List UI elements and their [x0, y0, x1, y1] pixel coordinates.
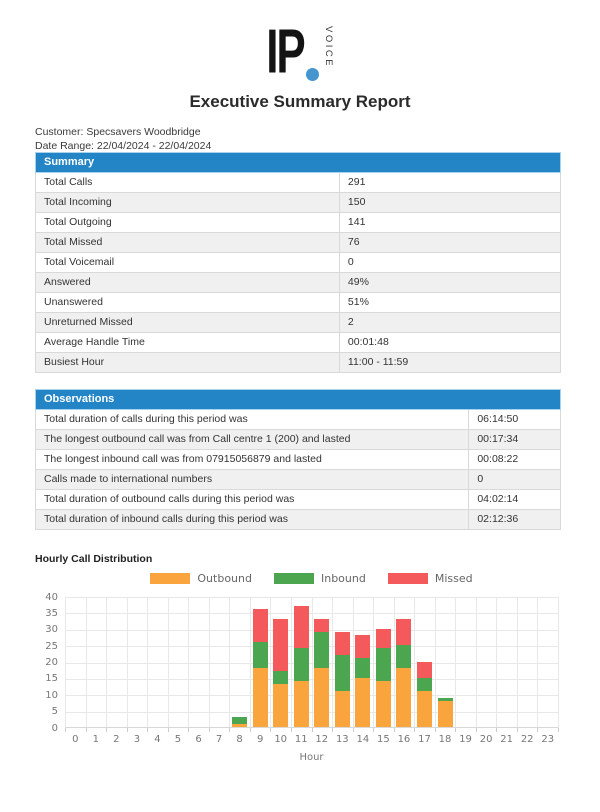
- gridline-vertical: [250, 597, 251, 728]
- bar-11-outbound: [294, 681, 309, 727]
- chart-title: Hourly Call Distribution: [35, 553, 153, 565]
- x-axis-label: 3: [133, 734, 141, 745]
- row-label: Total Incoming: [36, 193, 340, 212]
- gridline-vertical: [312, 597, 313, 728]
- table-row: [35, 273, 561, 293]
- gridline-vertical: [558, 597, 559, 728]
- table-row: [35, 313, 561, 333]
- row-label: Average Handle Time: [36, 333, 340, 352]
- legend-label: Missed: [434, 572, 473, 585]
- row-value: 04:02:14: [477, 493, 519, 505]
- x-axis-label: 23: [541, 734, 555, 745]
- gridline-vertical: [496, 597, 497, 728]
- x-axis-tick: [147, 728, 148, 732]
- date-range-line: Date Range: 22/04/2024 - 22/04/2024: [35, 139, 212, 152]
- row-label: Busiest Hour: [36, 353, 340, 372]
- x-axis-label: 6: [195, 734, 202, 745]
- table-row: [35, 430, 561, 450]
- x-axis-label: 11: [294, 734, 308, 745]
- bar-12-inbound: [314, 632, 329, 668]
- summary-table-body: [35, 173, 561, 373]
- gridline-vertical: [65, 597, 66, 728]
- y-axis-label: 15: [45, 673, 58, 685]
- gridline-vertical: [291, 597, 292, 728]
- row-value: 00:08:22: [477, 453, 519, 465]
- bar-14-outbound: [355, 678, 370, 727]
- row-label: Total Voicemail: [36, 253, 340, 272]
- gridline-vertical: [270, 597, 271, 728]
- chart-legend: [65, 572, 558, 585]
- row-value: 51%: [347, 296, 369, 308]
- bar-18-inbound: [438, 698, 453, 701]
- row-label: The longest inbound call was from 07915056879 and lasted: [36, 450, 469, 469]
- table-row: [35, 353, 561, 373]
- bar-17-inbound: [417, 678, 432, 691]
- legend-swatch-missed: [388, 573, 428, 584]
- bar-16-missed: [396, 619, 411, 645]
- bar-13-missed: [335, 632, 350, 655]
- x-axis-label: 15: [377, 734, 390, 745]
- x-axis-label: 5: [174, 734, 182, 745]
- bar-15-inbound: [376, 648, 391, 681]
- x-axis-tick: [332, 728, 333, 732]
- table-row: [35, 193, 561, 213]
- row-label: Total Outgoing: [36, 213, 340, 232]
- logo-text: IP: [266, 17, 304, 87]
- bar-8-inbound: [232, 717, 247, 724]
- x-axis-label: 7: [215, 734, 223, 745]
- x-axis-label: 0: [72, 734, 79, 745]
- x-axis-tick: [229, 728, 230, 732]
- observations-table-header: Observations: [35, 389, 561, 410]
- row-label: Total Missed: [36, 233, 340, 252]
- bar-9-missed: [253, 609, 268, 642]
- row-value: 291: [347, 176, 366, 188]
- table-row: [35, 510, 561, 530]
- customer-line: Customer: Specsavers Woodbridge: [35, 126, 201, 138]
- bar-15-missed: [376, 629, 391, 649]
- table-row: [35, 410, 561, 430]
- gridline-vertical: [476, 597, 477, 728]
- bar-10-inbound: [273, 671, 288, 684]
- row-label: Answered: [36, 273, 340, 292]
- logo: [0, 17, 600, 87]
- row-value: 2: [347, 316, 354, 328]
- observations-table: [35, 389, 561, 530]
- x-axis-label: 13: [335, 734, 349, 745]
- row-value: 06:14:50: [477, 413, 519, 425]
- gridline-vertical: [106, 597, 107, 728]
- legend-item-outbound: [150, 572, 252, 585]
- gridline-vertical: [394, 597, 395, 728]
- gridline-vertical: [353, 597, 354, 728]
- x-axis-tick: [394, 728, 395, 732]
- gridline-vertical: [147, 597, 148, 728]
- x-axis-tick: [435, 728, 436, 732]
- bar-15-outbound: [376, 681, 391, 727]
- legend-label: Inbound: [320, 572, 366, 585]
- bar-14-inbound: [355, 658, 370, 678]
- x-axis-tick: [537, 728, 538, 732]
- y-axis-label: 40: [45, 591, 58, 603]
- bar-14-missed: [355, 635, 370, 658]
- gridline-vertical: [435, 597, 436, 728]
- bar-17-outbound: [417, 691, 432, 727]
- table-row: [35, 450, 561, 470]
- y-axis-label: 35: [45, 607, 58, 619]
- bar-10-outbound: [273, 684, 288, 727]
- row-label: Unanswered: [36, 293, 340, 312]
- table-row: [35, 293, 561, 313]
- x-axis-label: 8: [236, 734, 243, 745]
- row-label: Total duration of calls during this period was: [36, 410, 469, 429]
- gridline-vertical: [537, 597, 538, 728]
- bar-9-inbound: [253, 642, 268, 668]
- x-axis-tick: [188, 728, 189, 732]
- bar-8-outbound: [232, 724, 247, 727]
- row-label: Calls made to international numbers: [36, 470, 469, 489]
- table-row: [35, 233, 561, 253]
- bar-12-outbound: [314, 668, 329, 727]
- row-value: 02:12:36: [477, 513, 519, 525]
- bar-13-inbound: [335, 655, 350, 691]
- x-axis-tick: [86, 728, 87, 732]
- x-axis-tick: [168, 728, 169, 732]
- gridline-vertical: [414, 597, 415, 728]
- gridline-vertical: [373, 597, 374, 728]
- bar-11-inbound: [294, 648, 309, 681]
- hourly-call-distribution-chart: [0, 591, 600, 769]
- summary-table: [35, 152, 561, 373]
- gridline-vertical: [188, 597, 189, 728]
- logo-dot-icon: [306, 68, 319, 81]
- x-axis-tick: [476, 728, 477, 732]
- report-meta: [35, 126, 211, 153]
- x-axis-label: 4: [154, 734, 161, 745]
- bar-16-outbound: [396, 668, 411, 727]
- table-row: [35, 333, 561, 353]
- x-axis-tick: [270, 728, 271, 732]
- y-axis-label: 20: [45, 657, 58, 668]
- legend-item-missed: [388, 572, 473, 585]
- gridline-vertical: [229, 597, 230, 728]
- y-axis-label: 30: [45, 624, 58, 636]
- x-axis-tick: [312, 728, 313, 732]
- x-axis-label: 19: [459, 734, 472, 745]
- logo-vertical-text: VOICE: [322, 26, 334, 69]
- row-value: 76: [347, 236, 360, 248]
- y-axis-label: 5: [51, 706, 58, 718]
- x-axis-tick: [517, 728, 518, 732]
- x-axis-tick: [373, 728, 374, 732]
- page-title: Executive Summary Report: [189, 92, 411, 111]
- gridline-vertical: [127, 597, 128, 728]
- bar-9-outbound: [253, 668, 268, 727]
- gridline-vertical: [332, 597, 333, 728]
- bar-10-missed: [273, 619, 288, 671]
- x-axis-label: 1: [92, 734, 99, 745]
- chart-plot-area: [65, 597, 558, 728]
- x-axis-label: 9: [256, 734, 264, 745]
- y-axis-label: 10: [45, 689, 58, 701]
- row-label: Total duration of outbound calls during this period was: [36, 490, 469, 509]
- row-label: Total Calls: [36, 173, 340, 192]
- table-row: [35, 253, 561, 273]
- bar-11-missed: [294, 606, 309, 649]
- x-axis-tick: [65, 728, 66, 732]
- legend-label: Outbound: [197, 572, 252, 585]
- row-value: 0: [347, 256, 354, 268]
- bar-17-missed: [417, 662, 432, 678]
- table-row: [35, 490, 561, 510]
- x-axis-label: 21: [500, 734, 513, 745]
- x-axis-tick: [558, 728, 559, 732]
- row-value: 141: [347, 216, 366, 228]
- gridline-vertical: [517, 597, 518, 728]
- bar-12-missed: [314, 619, 329, 632]
- x-axis-tick: [353, 728, 354, 732]
- gridline-vertical: [209, 597, 210, 728]
- row-value: 11:00 - 11:59: [347, 356, 409, 368]
- x-axis-tick: [106, 728, 107, 732]
- legend-swatch-outbound: [150, 573, 190, 584]
- y-axis-label: 0: [51, 722, 58, 734]
- row-value: 150: [347, 196, 366, 208]
- x-axis-label: 16: [397, 734, 411, 745]
- table-row: [35, 470, 561, 490]
- x-axis-label: 12: [315, 734, 329, 745]
- legend-swatch-inbound: [274, 573, 314, 584]
- table-row: [35, 213, 561, 233]
- bar-16-inbound: [396, 645, 411, 668]
- row-value: 49%: [347, 276, 369, 288]
- row-label: The longest outbound call was from Call centre 1 (200) and lasted: [36, 430, 469, 449]
- row-value: 0: [477, 473, 484, 485]
- x-axis-label: 22: [520, 734, 534, 745]
- x-axis-tick: [414, 728, 415, 732]
- x-axis-tick: [127, 728, 128, 732]
- x-axis-title: Hour: [299, 752, 324, 763]
- row-label: Total duration of inbound calls during this period was: [36, 510, 469, 529]
- x-axis-label: 17: [418, 734, 431, 745]
- table-row: [35, 173, 561, 193]
- x-axis-tick: [455, 728, 456, 732]
- x-axis-tick: [250, 728, 251, 732]
- x-axis-label: 20: [479, 734, 493, 745]
- observations-table-body: [35, 410, 561, 530]
- x-axis-label: 18: [438, 734, 452, 745]
- x-axis-tick: [209, 728, 210, 732]
- gridline-vertical: [168, 597, 169, 728]
- legend-item-inbound: [274, 572, 366, 585]
- x-axis-label: 14: [356, 734, 370, 745]
- x-axis-tick: [291, 728, 292, 732]
- gridline-vertical: [455, 597, 456, 728]
- row-label: Unreturned Missed: [36, 313, 340, 332]
- gridline-vertical: [86, 597, 87, 728]
- x-axis-label: 2: [113, 734, 120, 745]
- x-axis-tick: [496, 728, 497, 732]
- row-value: 00:01:48: [347, 336, 389, 348]
- x-axis-label: 10: [274, 734, 288, 745]
- summary-table-header: Summary: [35, 152, 561, 173]
- row-value: 00:17:34: [477, 433, 519, 445]
- bar-18-outbound: [438, 701, 453, 727]
- y-axis-label: 25: [45, 640, 58, 652]
- bar-13-outbound: [335, 691, 350, 727]
